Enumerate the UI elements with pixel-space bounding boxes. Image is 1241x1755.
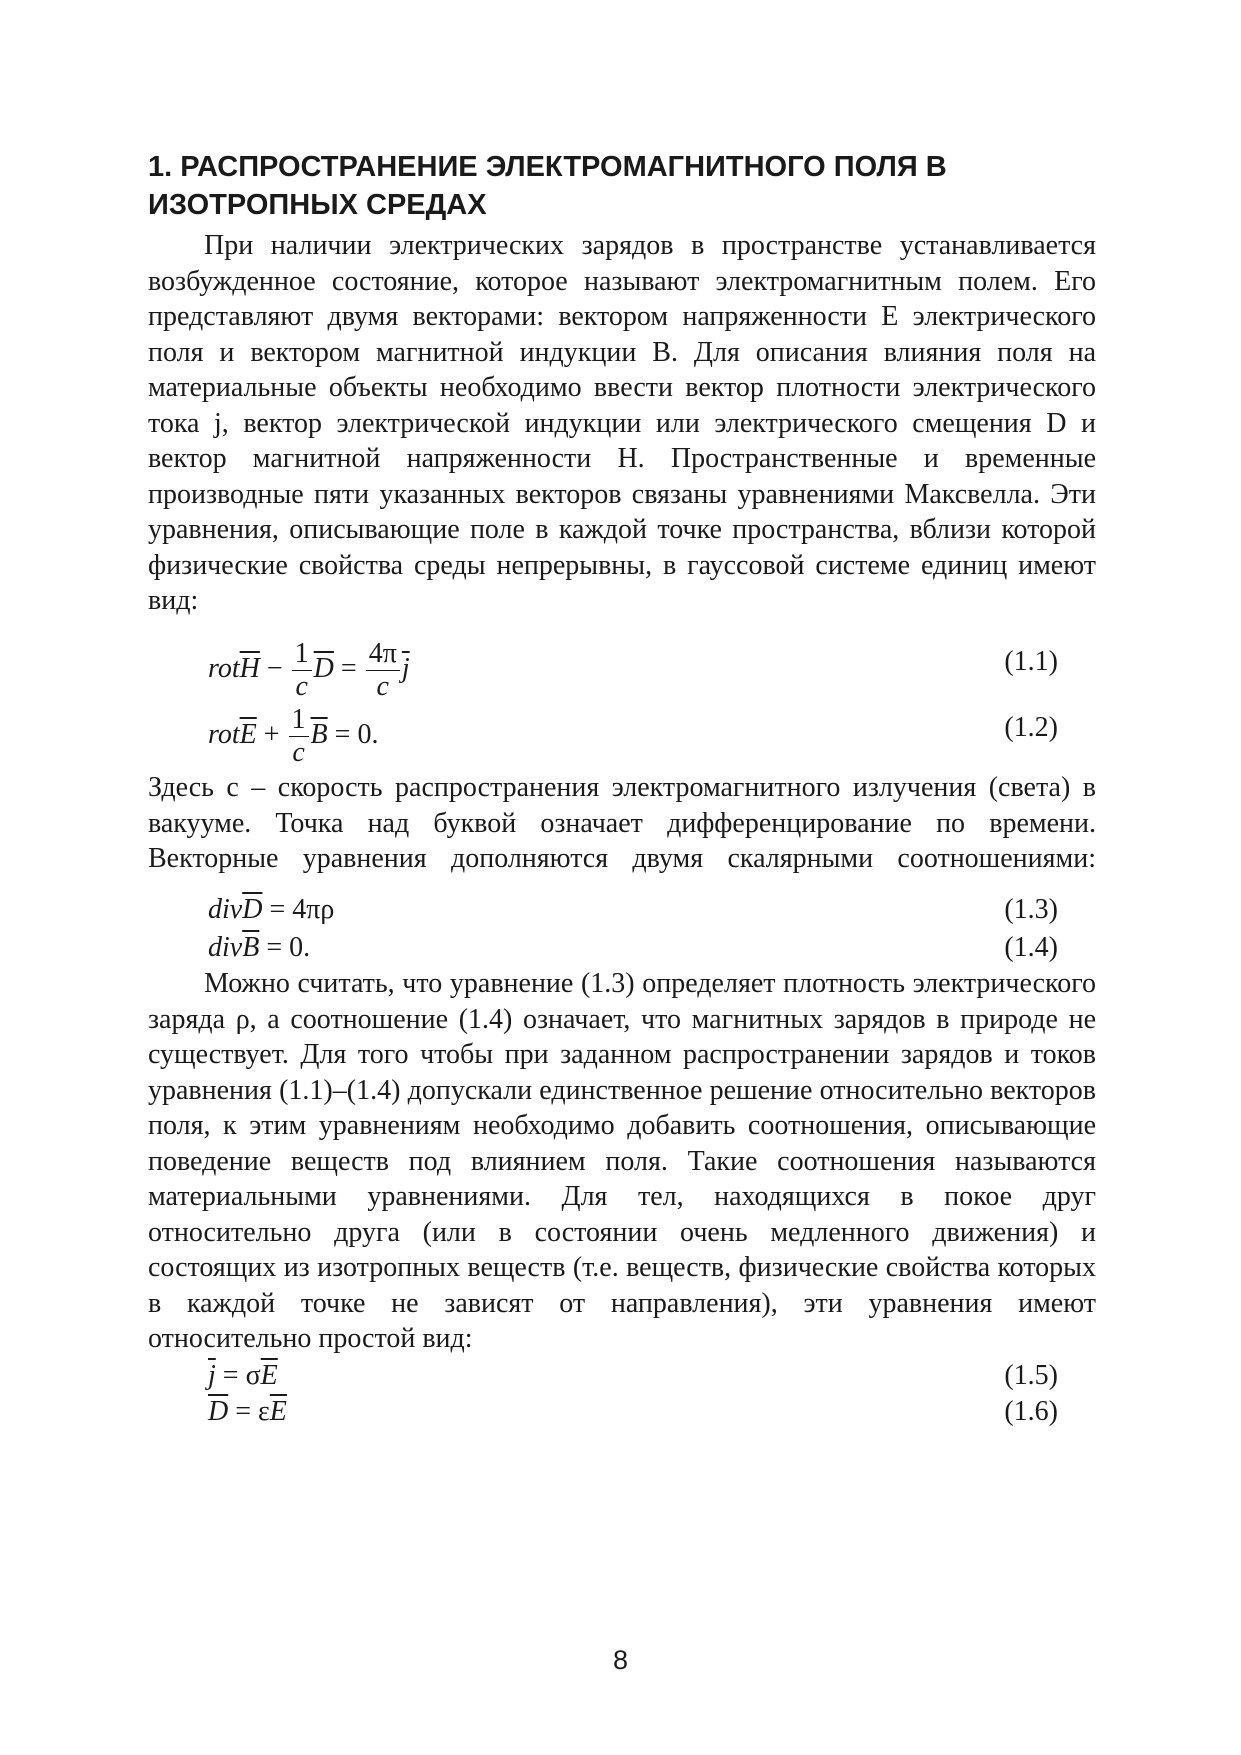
equation-1-1-label: (1.1)	[1004, 646, 1058, 677]
section-heading: 1. РАСПРОСТРАНЕНИЕ ЭЛЕКТРОМАГНИТНОГО ПОЛЯ В ИЗОТРОПНЫХ СРЕДАХ	[148, 151, 947, 221]
equation-1-2-label: (1.2)	[1004, 712, 1058, 743]
equation-1-3-label: (1.3)	[1004, 894, 1058, 925]
paragraph-material-equations: Можно считать, что уравнение (1.3) определяет плотность электрического заряда ρ, а соотношение (1.4) означает, что магнитных зарядов в природе не существует. Для того чтобы при заданном распространении зарядов и токов уравнения (1.1)–(1.4) допускали единственное решение относительно векторов поля, к этим уравнениям необходимо добавить соотношения, описывающие поведение веществ под влиянием поля. Такие соотношения называются материальными уравнениями. Для тел, находящихся в покое друг относительно друга (или в состоянии очень медленного движения) и состоящих из изотропных веществ (т.е. веществ, физические свойства которых в каждой точке не зависят от направления), эти уравнения имеют относительно простой вид:	[148, 968, 1096, 1354]
equation-1-6-label: (1.6)	[1004, 1396, 1058, 1427]
equation-1-4	[208, 932, 1058, 968]
equation-1-6	[208, 1396, 1058, 1432]
equation-1-1	[208, 638, 1058, 700]
equation-1-1-formula: $rot\overline{H}$ − $\frac{1}{c}$ $\overline{D}$ = $\frac{4\pi}{c}$ $\overline{j}$	[208, 638, 410, 702]
equation-1-5-label: (1.5)	[1004, 1360, 1058, 1391]
equation-1-4-label: (1.4)	[1004, 932, 1058, 963]
page-number: 8	[612, 1645, 629, 1675]
equation-1-5	[208, 1360, 1058, 1396]
equation-1-5-formula: $\overline{j} = \sigma\overline{E}$	[208, 1360, 278, 1391]
equation-1-3	[208, 894, 1058, 930]
equation-1-6-formula: $\overline{D} = \varepsilon\overline{E}$	[208, 1396, 287, 1427]
equation-1-2	[208, 704, 1058, 766]
equation-1-4-formula: $div\overline{B} = 0$.	[208, 932, 311, 963]
equation-1-3-formula: $div\overline{D} = 4\pi\rho$	[208, 894, 335, 925]
paragraph-speed-of-light: Здесь c – скорость распространения электромагнитного излучения (света) в вакууме. Точка над буквой означает дифференцирование по времени. Векторные уравнения дополняются двумя скалярными соотношениями:	[148, 772, 1096, 874]
equation-1-2-formula: $rot\overline{E}$ + $\frac{1}{c}$ $\overline{B} = 0$.	[208, 704, 379, 768]
paragraph-intro: При наличии электрических зарядов в пространстве устанавливается возбужденное состояние, которое называют электромагнитным полем. Его представляют двумя векторами: вектором напряженности E электрического поля и вектором магнитной индукции B. Для описания влияния поля на материальные объекты необходимо ввести вектор плотности электрического тока j, вектор электрической индукции или электрического смещения D и вектор магнитной напряженности H. Пространственные и временные производные пяти указанных векторов связаны уравнениями Максвелла. Эти уравнения, описывающие поле в каждой точке пространства, вблизи которой физические свойства среды непрерывны, в гауссовой системе единиц имеют вид:	[148, 230, 1096, 616]
